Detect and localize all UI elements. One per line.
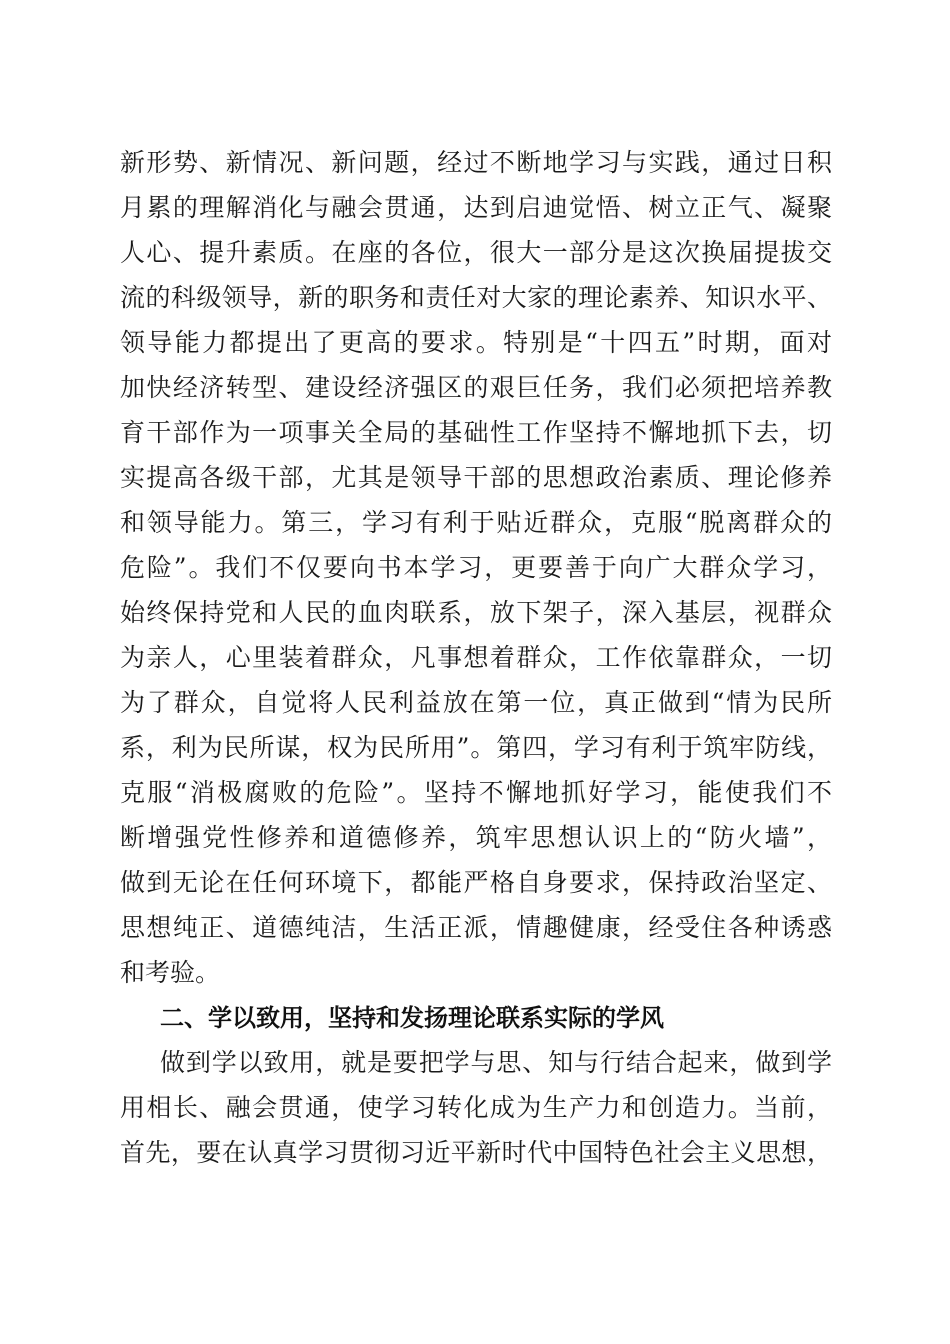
body-text-line: 首先，要在认真学习贯彻习近平新时代中国特色社会主义思想， xyxy=(120,1138,832,1167)
body-text-line: 育干部作为一项事关全局的基础性工作坚持不懈地抓下去，切 xyxy=(120,418,832,447)
body-text-line: 为了群众，自觉将人民利益放在第一位，真正做到“情为民所 xyxy=(120,688,832,717)
body-text-line: 系，利为民所谋，权为民所用”。第四，学习有利于筑牢防线， xyxy=(120,733,832,762)
body-text-line: 流的科级领导，新的职务和责任对大家的理论素养、知识水平、 xyxy=(120,283,832,312)
body-text-line: 人心、提升素质。在座的各位，很大一部分是这次换届提拔交 xyxy=(120,238,832,267)
body-text-line: 思想纯正、道德纯洁，生活正派，情趣健康，经受住各种诱惑 xyxy=(120,913,832,942)
body-text-line: 实提高各级干部，尤其是领导干部的思想政治素质、理论修养 xyxy=(120,463,832,492)
body-text-line: 领导能力都提出了更高的要求。特别是“十四五”时期，面对 xyxy=(120,328,832,357)
body-text-line: 用相长、融会贯通，使学习转化成为生产力和创造力。当前， xyxy=(120,1093,832,1122)
section-heading: 二、学以致用，坚持和发扬理论联系实际的学风 xyxy=(160,1004,664,1032)
body-text-line: 为亲人，心里装着群众，凡事想着群众，工作依靠群众，一切 xyxy=(120,643,832,672)
body-text-line: 危险”。我们不仅要向书本学习，更要善于向广大群众学习， xyxy=(120,553,832,582)
body-text-line: 始终保持党和人民的血肉联系，放下架子，深入基层，视群众 xyxy=(120,598,832,627)
body-text-line: 和考验。 xyxy=(120,958,221,987)
body-text-line: 做到无论在任何环境下，都能严格自身要求，保持政治坚定、 xyxy=(120,868,832,897)
body-text-line: 做到学以致用，就是要把学与思、知与行结合起来，做到学 xyxy=(160,1048,832,1077)
body-text-line: 断增强党性修养和道德修养，筑牢思想认识上的“防火墙”， xyxy=(120,823,832,852)
body-text-line: 新形势、新情况、新问题，经过不断地学习与实践，通过日积 xyxy=(120,148,832,177)
body-text-line: 加快经济转型、建设经济强区的艰巨任务，我们必须把培养教 xyxy=(120,373,832,402)
body-text-line: 月累的理解消化与融会贯通，达到启迪觉悟、树立正气、凝聚 xyxy=(120,193,832,222)
body-text-line: 和领导能力。第三，学习有利于贴近群众，克服“脱离群众的 xyxy=(120,508,832,537)
body-text-line: 克服“消极腐败的危险”。坚持不懈地抓好学习，能使我们不 xyxy=(120,778,832,807)
